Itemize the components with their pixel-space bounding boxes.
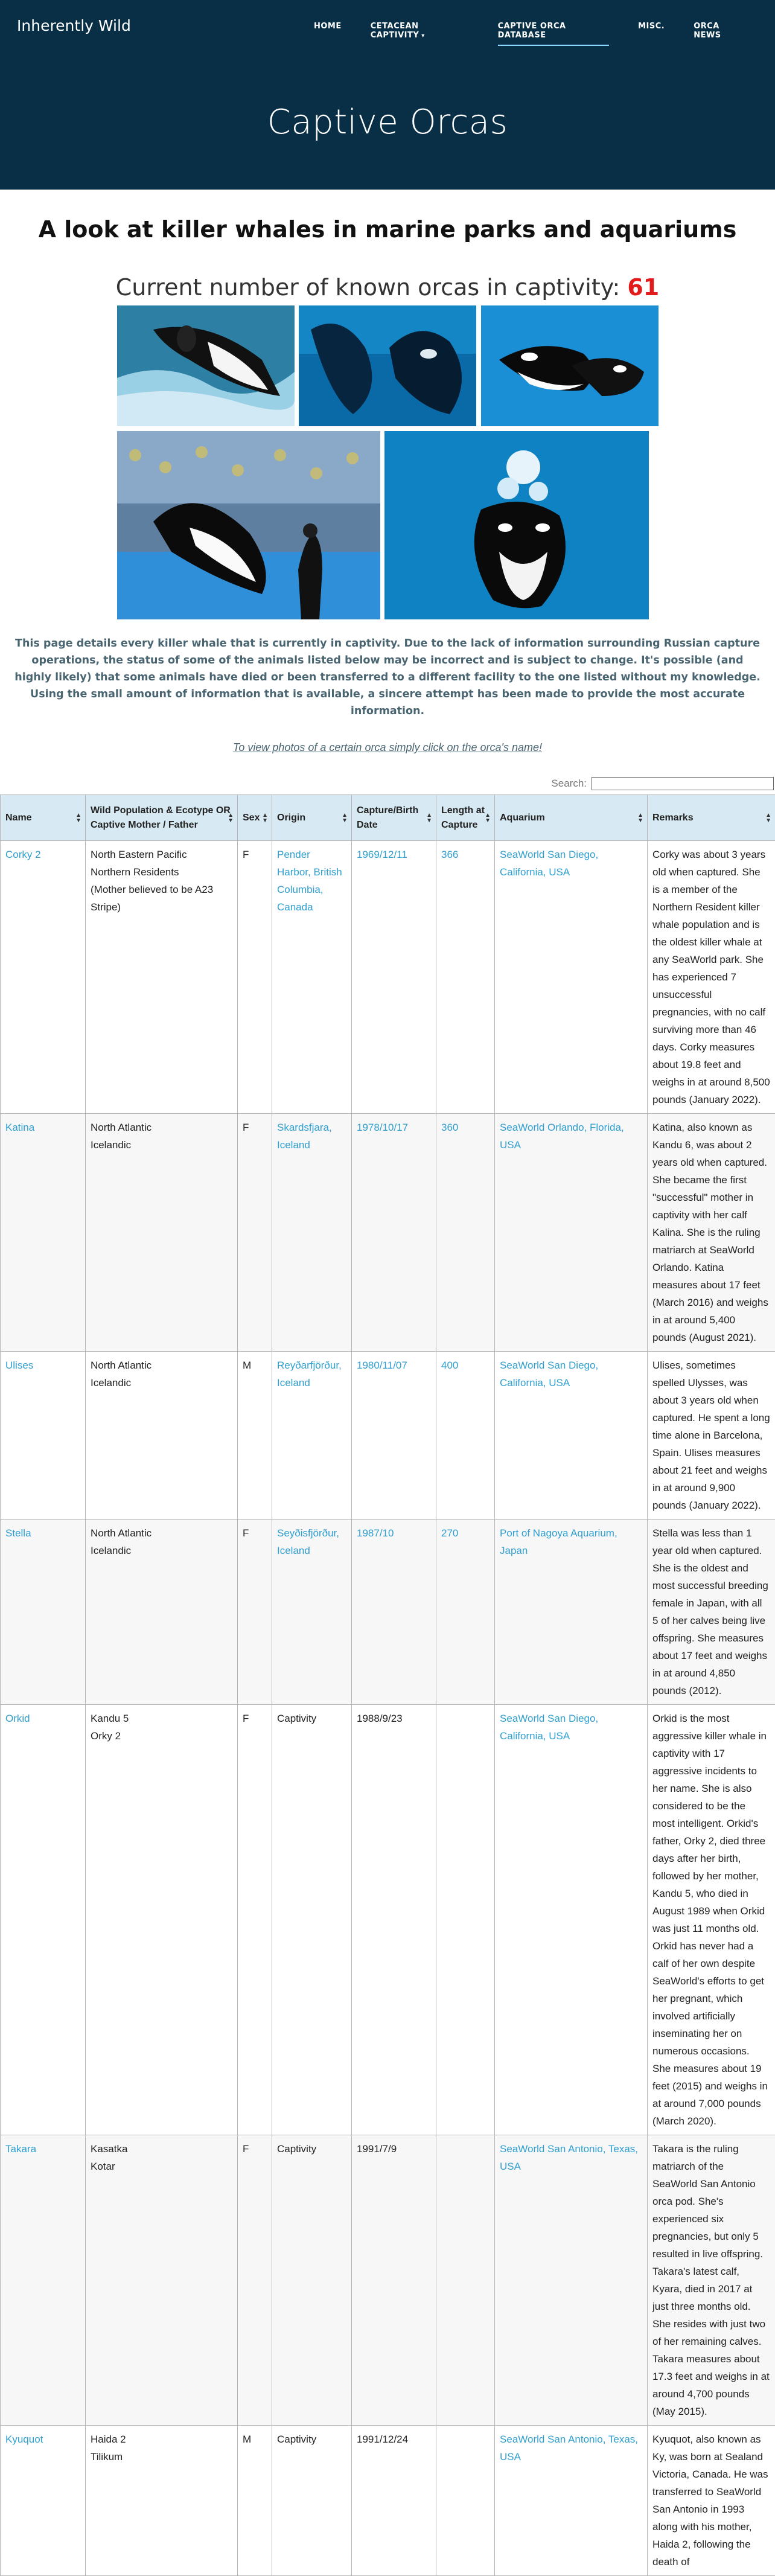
aquarium-link[interactable]: SeaWorld San Diego, California, USA: [495, 1705, 648, 2135]
count-label: Current number of known orcas in captivity:: [116, 274, 620, 301]
aquarium-link[interactable]: SeaWorld San Antonio, Texas, USA: [495, 2135, 648, 2426]
remarks-cell: Takara is the ruling matriarch of the SeaWorld San Antonio orca pod. She's experienced six pregnancies, but only 5 resulted in live offspring. Takara's latest calf, Kyara, died in 2017 at just three months old. She resides with just two of her remaining calves. Takara measures about 17.3 feet and weighs in at around 4,700 pounds (May 2015).: [648, 2135, 775, 2426]
orca-photo: [117, 305, 295, 426]
table-row: [1, 1114, 775, 1352]
orca-name-link[interactable]: Corky 2: [1, 841, 86, 1114]
sex-cell: F: [238, 2135, 272, 2426]
sex-cell: F: [238, 1114, 272, 1352]
origin-link[interactable]: Skardsfjara, Iceland: [272, 1114, 352, 1352]
nav-misc[interactable]: MISC.: [638, 22, 665, 46]
sex-cell: F: [238, 1705, 272, 2135]
population-cell: North Atlantic Icelandic: [86, 1520, 238, 1705]
column-header-label: Sex: [243, 813, 260, 823]
aquarium-link[interactable]: SeaWorld San Diego, California, USA: [495, 841, 648, 1114]
orca-name-link[interactable]: Kyuquot: [1, 2426, 86, 2576]
search-input[interactable]: [592, 777, 774, 790]
table-row: [1, 841, 775, 1114]
orca-photo: [384, 431, 649, 619]
nav-cetacean-captivity-label: CETACEAN CAPTIVITY: [371, 22, 419, 40]
column-header-label: Aquarium: [500, 813, 545, 823]
date-cell: 1980/11/07: [352, 1352, 436, 1520]
population-cell: Kandu 5 Orky 2: [86, 1705, 238, 2135]
remarks-cell: Orkid is the most aggressive killer whale in captivity with 17 aggressive incidents to her name. She is also considered to be the most intelligent. Orkid's father, Orky 2, died three days after her birth, followed by her mother, Kandu 5, who died in August 1989 when Orkid was just 11 months old. Orkid has never had a calf of her own despite SeaWorld's efforts to get her pregnant, which involved artificially inseminating her on numerous occasions. She measures about 19 feet (2015) and weighs in at around 7,000 pounds (March 2020).: [648, 1705, 775, 2135]
orca-name-link[interactable]: Katina: [1, 1114, 86, 1352]
date-cell: 1969/12/11: [352, 841, 436, 1114]
sex-cell: M: [238, 2426, 272, 2576]
nav-cetacean-captivity[interactable]: [371, 22, 469, 46]
table-row: [1, 1705, 775, 2135]
orca-name-link[interactable]: Orkid: [1, 1705, 86, 2135]
table-row: [1, 2426, 775, 2576]
column-header-date[interactable]: [352, 795, 436, 841]
column-header-name[interactable]: [1, 795, 86, 841]
orca-name-link[interactable]: Ulises: [1, 1352, 86, 1520]
column-header-sex[interactable]: [238, 795, 272, 841]
column-header-population[interactable]: [86, 795, 238, 841]
nav-orca-news[interactable]: ORCA NEWS: [694, 22, 746, 46]
sort-icon: ▲ ▼: [637, 813, 643, 823]
sort-icon: ▲ ▼: [426, 813, 432, 823]
remarks-cell: Corky was about 3 years old when captured. She is a member of the Northern Resident killer whale population and is the oldest killer whale at any SeaWorld park. She has experienced 7 unsuccessful pregnancies, with no calf surviving more than 46 days. Corky measures about 19.8 feet and weighs in at around 8,500 pounds (January 2022).: [648, 841, 775, 1114]
intro-paragraph: This page details every killer whale that is currently in captivity. Due to the lack of information surrounding Russian capture operations, the status of some of the animals listed below may be incorrect and is subject to change. It's possible (and highly likely) that some animals have died or been transferred to a different facility to the one listed without my knowledge. Using the small amount of information that is available, a sincere attempt has been made to provide the most accurate information.: [0, 635, 775, 720]
length-cell: 400: [436, 1352, 495, 1520]
photo-hint-text: To view photos of a certain orca simply click on the orca's name!: [233, 741, 542, 753]
column-header-label: Capture/Birth Date: [357, 805, 418, 830]
orca-photo: [299, 305, 476, 426]
aquarium-link[interactable]: Port of Nagoya Aquarium, Japan: [495, 1520, 648, 1705]
column-header-label: Length at Capture: [441, 805, 485, 830]
orca-table: [0, 794, 775, 2576]
population-cell: Haida 2 Tilikum: [86, 2426, 238, 2576]
table-row: [1, 1520, 775, 1705]
remarks-cell: Katina, also known as Kandu 6, was about 2 years old when captured. She became the first "successful" mother in captivity with her calf Kalina. She is the ruling matriarch at SeaWorld Orlando. Katina measures about 17 feet (March 2016) and weighs in at around 5,400 pounds (August 2021).: [648, 1114, 775, 1352]
length-cell: [436, 2135, 495, 2426]
orca-name-link[interactable]: Stella: [1, 1520, 86, 1705]
orca-name-link[interactable]: Takara: [1, 2135, 86, 2426]
date-cell: 1978/10/17: [352, 1114, 436, 1352]
column-header-label: Wild Population & Ecotype OR Captive Mother / Father: [91, 805, 231, 830]
origin-link[interactable]: Seyðisfjörður, Iceland: [272, 1520, 352, 1705]
aquarium-link[interactable]: SeaWorld San Antonio, Texas, USA: [495, 2426, 648, 2576]
aquarium-link[interactable]: SeaWorld San Diego, California, USA: [495, 1352, 648, 1520]
photo-gallery: [0, 301, 775, 627]
table-row: [1, 2135, 775, 2426]
column-header-label: Remarks: [652, 813, 694, 823]
hero-banner: [0, 0, 775, 190]
search-label: Search:: [551, 778, 587, 790]
population-cell: Kasatka Kotar: [86, 2135, 238, 2426]
sort-icon: ▲ ▼: [485, 813, 491, 823]
captivity-count: [0, 274, 775, 301]
origin-cell: Captivity: [272, 2135, 352, 2426]
sort-icon: ▲ ▼: [228, 813, 234, 823]
column-header-label: Name: [5, 813, 32, 823]
population-cell: North Atlantic Icelandic: [86, 1352, 238, 1520]
population-cell: North Eastern Pacific Northern Residents (Mother believed to be A23 Stripe): [86, 841, 238, 1114]
orca-photo: [117, 431, 380, 619]
population-cell: North Atlantic Icelandic: [86, 1114, 238, 1352]
sort-icon: ▲ ▼: [262, 813, 268, 823]
nav-home[interactable]: HOME: [314, 22, 342, 46]
date-cell: 1991/7/9: [352, 2135, 436, 2426]
date-cell: 1991/12/24: [352, 2426, 436, 2576]
site-logo[interactable]: Inherently Wild: [17, 17, 131, 34]
main-nav: [314, 22, 775, 46]
column-header-label: Origin: [277, 813, 305, 823]
column-header-length[interactable]: [436, 795, 495, 841]
date-cell: 1987/10: [352, 1520, 436, 1705]
origin-link[interactable]: Pender Harbor, British Columbia, Canada: [272, 841, 352, 1114]
length-cell: 366: [436, 841, 495, 1114]
orca-photo: [481, 305, 659, 426]
table-header-row: [1, 795, 775, 841]
length-cell: 270: [436, 1520, 495, 1705]
sex-cell: F: [238, 841, 272, 1114]
sort-icon: ▲ ▼: [342, 813, 348, 823]
remarks-cell: Ulises, sometimes spelled Ulysses, was about 3 years old when captured. He spent a long time alone in Barcelona, Spain. Ulises measures about 21 feet and weighs in at around 9,900 pounds (January 2022).: [648, 1352, 775, 1520]
column-header-origin[interactable]: [272, 795, 352, 841]
sex-cell: M: [238, 1352, 272, 1520]
length-cell: [436, 1705, 495, 2135]
photo-hint: [0, 741, 775, 754]
column-header-aquarium[interactable]: [495, 795, 648, 841]
length-cell: 360: [436, 1114, 495, 1352]
sex-cell: F: [238, 1520, 272, 1705]
remarks-cell: Stella was less than 1 year old when captured. She is the oldest and most successful breeding female in Japan, with all 5 of her calves being live offspring. She measures about 17 feet and weighs in at around 4,850 pounds (2012).: [648, 1520, 775, 1705]
origin-cell: Captivity: [272, 1705, 352, 2135]
page-title: Captive Orcas: [0, 103, 775, 142]
origin-link[interactable]: Reyðarfjörður, Iceland: [272, 1352, 352, 1520]
table-row: [1, 1352, 775, 1520]
chevron-down-icon: ▾: [421, 33, 425, 39]
page-subtitle: A look at killer whales in marine parks and aquariums: [0, 216, 775, 243]
length-cell: [436, 2426, 495, 2576]
sort-icon: ▲ ▼: [765, 813, 771, 823]
remarks-cell: Kyuquot, also known as Ky, was born at Sealand Victoria, Canada. He was transferred to SeaWorld San Antonio in 1993 along with his mother, Haida 2, following the death of: [648, 2426, 775, 2576]
sort-icon: ▲ ▼: [75, 813, 81, 823]
column-header-remarks[interactable]: [648, 795, 775, 841]
count-value: 61: [627, 274, 659, 301]
nav-captive-orca-database[interactable]: CAPTIVE ORCA DATABASE: [498, 22, 609, 46]
date-cell: 1988/9/23: [352, 1705, 436, 2135]
table-search: [551, 777, 774, 790]
aquarium-link[interactable]: SeaWorld Orlando, Florida, USA: [495, 1114, 648, 1352]
origin-cell: Captivity: [272, 2426, 352, 2576]
